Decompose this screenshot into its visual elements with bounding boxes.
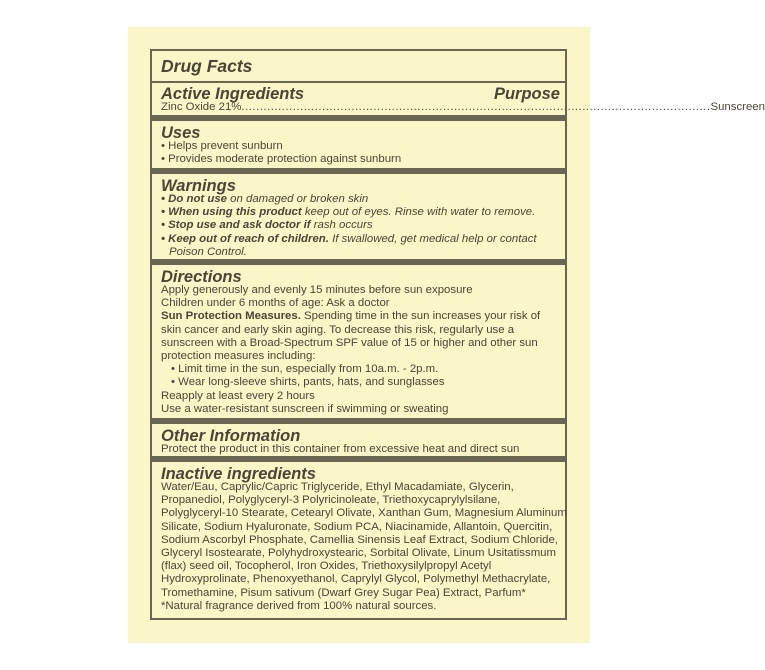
direction-line: Reapply at least every 2 hours bbox=[161, 389, 315, 402]
purpose-heading: Purpose bbox=[493, 85, 560, 103]
inactive-ingredients-line: Polyglyceryl-10 Stearate, Cetearyl Olivate, Xanthan Gum, Magnesium Aluminum bbox=[161, 507, 567, 520]
inactive-ingredients-line: Propanediol, Polyglyceryl-3 Polyricinoleate, Triethoxycaprylylsilane, bbox=[161, 494, 501, 507]
inactive-ingredients-line: Silicate, Sodium Hyaluronate, Sodium PCA, Niacinamide, Allantoin, Quercitin, bbox=[161, 520, 553, 533]
divider bbox=[152, 456, 565, 462]
directions-heading: Directions bbox=[161, 268, 242, 286]
warning-item: • Do not use on damaged or broken skin bbox=[161, 193, 369, 205]
inactive-ingredients-line: (flax) seed oil, Tocopherol, Iron Oxides, Triethoxysilylpropyl Acetyl bbox=[161, 560, 492, 573]
leader-dots: ................................................................................................................................ bbox=[241, 101, 711, 113]
direction-line: protection measures including: bbox=[161, 350, 316, 363]
active-ingredient-purpose: Sunscreen bbox=[710, 101, 765, 113]
drug-facts-title: Drug Facts bbox=[161, 56, 253, 76]
inactive-ingredients-line: Hydroxyprolinate, Phenoxyethanol, Caprylyl Glycol, Polymethyl Methacrylate, bbox=[161, 573, 551, 586]
warning-item: • When using this product keep out of eyes. Rinse with water to remove. bbox=[161, 206, 536, 219]
divider bbox=[152, 259, 565, 265]
other-information-section bbox=[152, 425, 565, 456]
uses-item: • Helps prevent sunburn bbox=[161, 140, 283, 152]
drug-facts-title-section bbox=[152, 55, 565, 76]
active-ingredient-row bbox=[161, 101, 765, 114]
direction-line: Apply generously and evenly 15 minutes before sun exposure bbox=[161, 284, 473, 296]
uses-item: • Provides moderate protection against sunburn bbox=[161, 153, 402, 166]
divider bbox=[152, 418, 565, 424]
inactive-ingredients-section bbox=[152, 463, 565, 613]
other-information-text: Protect the product in this container from excessive heat and direct sun bbox=[161, 443, 520, 455]
direction-line: Use a water-resistant sunscreen if swimming or sweating bbox=[161, 402, 449, 415]
warning-item: • Stop use and ask doctor if rash occurs bbox=[161, 219, 373, 232]
active-ingredients-section bbox=[152, 83, 765, 114]
divider bbox=[152, 168, 565, 174]
direction-bullet: • Limit time in the sun, especially from 10a.m. - 2p.m. bbox=[171, 363, 439, 376]
direction-line: sunscreen with a Broad-Spectrum SPF value of 15 or higher and other sun bbox=[161, 336, 538, 349]
inactive-ingredients-line: Glyceryl Isostearate, Polyhydroxystearic, Sorbital Olivate, Linum Usitatissmum bbox=[161, 547, 557, 560]
active-ingredient-name: Zinc Oxide 21% bbox=[161, 101, 242, 113]
warnings-heading: Warnings bbox=[161, 177, 236, 195]
sun-protection-measures: Sun Protection Measures. Spending time in the sun increases your risk of bbox=[161, 310, 541, 323]
warning-item: • Keep out of reach of children. If swallowed, get medical help or contact bbox=[161, 232, 537, 245]
directions-section bbox=[152, 266, 565, 416]
direction-line: skin cancer and early skin aging. To decrease this risk, regularly use a bbox=[161, 323, 515, 336]
divider bbox=[152, 115, 565, 121]
inactive-ingredients-line: Tromethamine, Pisum sativum (Dwarf Grey Sugar Pea) Extract, Parfum* bbox=[161, 586, 526, 599]
drug-facts-panel bbox=[150, 49, 765, 620]
warning-item-continued: Poison Control. bbox=[169, 245, 247, 258]
fragrance-note: *Natural fragrance derived from 100% natural sources. bbox=[161, 599, 437, 612]
inactive-ingredients-heading: Inactive ingredients bbox=[161, 465, 316, 483]
active-ingredients-heading: Active Ingredients bbox=[161, 85, 305, 103]
uses-section bbox=[152, 122, 565, 166]
inactive-ingredients-line: Sodium Ascorbyl Phosphate, Camellia Sinensis Leaf Extract, Sodium Chloride, bbox=[161, 533, 558, 546]
uses-heading: Uses bbox=[161, 124, 201, 142]
inactive-ingredients-line: Water/Eau, Caprylic/Capric Triglyceride, Ethyl Macadamiate, Glycerin, bbox=[161, 481, 514, 493]
warnings-section bbox=[152, 175, 565, 259]
direction-bullet: • Wear long-sleeve shirts, pants, hats, and sunglasses bbox=[171, 376, 445, 389]
inactive-ingredients-list bbox=[161, 481, 567, 613]
direction-line: Children under 6 months of age: Ask a doctor bbox=[161, 297, 390, 310]
other-information-heading: Other Information bbox=[161, 427, 301, 445]
